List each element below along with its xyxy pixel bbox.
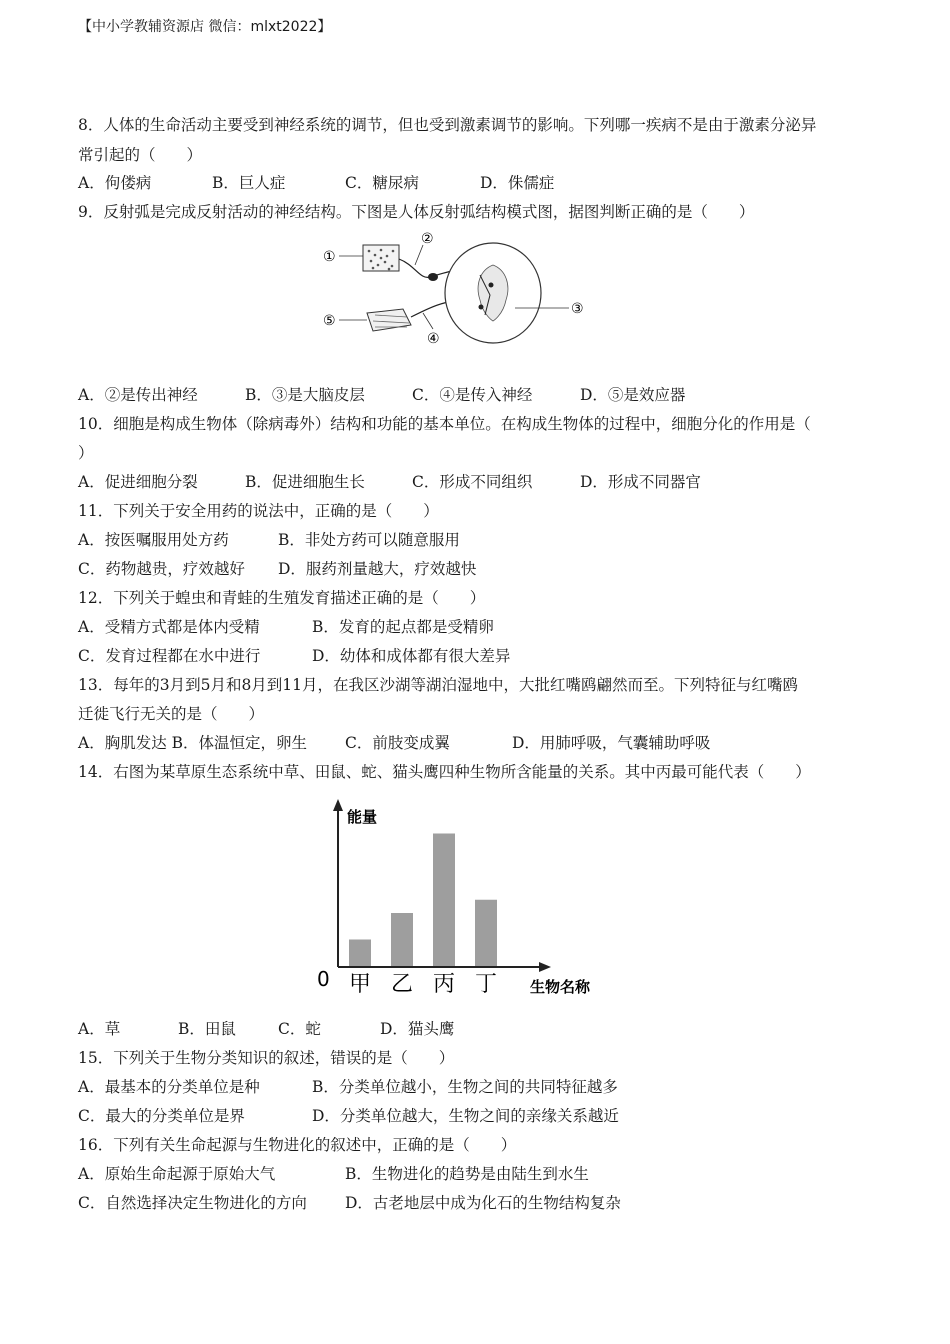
x-axis-arrow <box>539 962 551 972</box>
q16-option-c: C．自然选择决定生物进化的方向 <box>78 1194 307 1212</box>
bar-乙 <box>391 913 413 966</box>
q15-option-d: D．分类单位越大，生物之间的亲缘关系越近 <box>312 1107 619 1125</box>
q10-stem-line1: 10．细胞是构成生物体（除病毒外）结构和功能的基本单位。在构成生物体的过程中，细胞分化的作用是（ <box>78 415 811 433</box>
x-tick-label: 丁 <box>474 972 498 997</box>
q14-option-d: D．猫头鹰 <box>380 1020 455 1038</box>
q16-option-b: B．生物进化的趋势是由陆生到水生 <box>345 1165 589 1183</box>
q9-stem: 9．反射弧是完成反射活动的神经结构。下图是人体反射弧结构模式图，据图判断正确的是（ ） <box>78 203 755 221</box>
label-3: ③ <box>571 301 584 317</box>
q13-option-d: D．用肺呼吸，气囊辅助呼吸 <box>512 734 711 752</box>
q8-option-a: A．佝偻病 <box>78 174 152 192</box>
q9-option-d: D．⑤是效应器 <box>580 386 686 404</box>
q14-option-c: C．蛇 <box>278 1020 321 1038</box>
q16-option-a: A．原始生命起源于原始大气 <box>78 1165 276 1183</box>
q14-option-b: B．田鼠 <box>178 1020 236 1038</box>
q10-option-a: A．促进细胞分裂 <box>78 473 198 491</box>
q15-option-c: C．最大的分类单位是界 <box>78 1107 245 1125</box>
q16-stem: 16．下列有关生命起源与生物进化的叙述中，正确的是（ ） <box>78 1136 517 1154</box>
q11-option-a: A．按医嘱服用处方药 <box>78 531 229 549</box>
label-1: ① <box>323 249 336 265</box>
q10-option-d: D．形成不同器官 <box>580 473 701 491</box>
label-2: ② <box>421 231 434 247</box>
q8-option-c: C．糖尿病 <box>345 174 419 192</box>
q12-option-a: A．受精方式都是体内受精 <box>78 618 260 636</box>
origin-label: 0 <box>317 967 330 991</box>
ganglion <box>428 273 438 281</box>
q11-option-c: C．药物越贵，疗效越好 <box>78 560 245 578</box>
reflex-arc-figure <box>315 225 595 355</box>
q15-stem: 15．下列关于生物分类知识的叙述，错误的是（ ） <box>78 1049 455 1067</box>
q9-option-c: C．④是传入神经 <box>412 386 533 404</box>
spinal-cord <box>445 243 541 343</box>
q12-option-b: B．发育的起点都是受精卵 <box>312 618 494 636</box>
effector-muscle <box>367 309 411 331</box>
q13-option-ab: A．胸肌发达 B．体温恒定，卵生 <box>78 734 308 752</box>
bar-丁 <box>475 900 497 966</box>
q13-stem-line2: 迁徙飞行无关的是（ ） <box>78 705 265 723</box>
q16-option-d: D．古老地层中成为化石的生物结构复杂 <box>345 1194 621 1212</box>
label-5: ⑤ <box>323 313 336 329</box>
q11-stem: 11．下列关于安全用药的说法中，正确的是（ ） <box>78 502 439 520</box>
q8-stem-line1: 8．人体的生命活动主要受到神经系统的调节，但也受到激素调节的影响。下列哪一疾病不是由于激素分泌异 <box>78 116 817 134</box>
y-axis-arrow <box>333 799 343 811</box>
q9-option-a: A．②是传出神经 <box>78 386 198 404</box>
q12-option-d: D．幼体和成体都有很大差异 <box>312 647 511 665</box>
x-axis-label: 生物名称 <box>530 978 591 996</box>
q8-option-b: B．巨人症 <box>212 174 286 192</box>
x-tick-label: 乙 <box>390 972 414 997</box>
q8-stem-line2: 常引起的（ ） <box>78 146 203 164</box>
receptor-skin <box>363 245 399 271</box>
q12-option-c: C．发育过程都在水中进行 <box>78 647 261 665</box>
y-axis-label: 能量 <box>347 808 378 826</box>
label-4: ④ <box>427 331 440 347</box>
bar-丙 <box>433 834 455 967</box>
q11-option-b: B．非处方药可以随意服用 <box>278 531 460 549</box>
q12-stem: 12．下列关于蝗虫和青蛙的生殖发育描述正确的是（ ） <box>78 589 486 607</box>
energy-bar-chart <box>305 795 605 1000</box>
q11-option-d: D．服药剂量越大，疗效越快 <box>278 560 477 578</box>
q13-stem-line1: 13．每年的3月到5月和8月到11月，在我区沙湖等湖泊湿地中，大批红嘴鸥翩然而至。下列特征与红嘴鸥 <box>78 676 799 694</box>
q10-option-b: B．促进细胞生长 <box>245 473 365 491</box>
q10-option-c: C．形成不同组织 <box>412 473 533 491</box>
x-tick-label: 丙 <box>432 972 456 997</box>
q14-option-a: A．草 <box>78 1020 121 1038</box>
page-header: 【中小学教辅资源店 微信：mlxt2022】 <box>78 19 332 35</box>
q14-stem: 14．右图为某草原生态系统中草、田鼠、蛇、猫头鹰四种生物所含能量的关系。其中丙最可能代表（ ） <box>78 763 811 781</box>
bar-甲 <box>349 940 371 967</box>
x-tick-label: 甲 <box>348 972 372 997</box>
q10-stem-line2: ） <box>78 444 94 462</box>
q8-option-d: D．侏儒症 <box>480 174 555 192</box>
q9-option-b: B．③是大脑皮层 <box>245 386 365 404</box>
q13-option-c: C．前肢变成翼 <box>345 734 450 752</box>
q15-option-a: A．最基本的分类单位是种 <box>78 1078 260 1096</box>
q15-option-b: B．分类单位越小，生物之间的共同特征越多 <box>312 1078 618 1096</box>
